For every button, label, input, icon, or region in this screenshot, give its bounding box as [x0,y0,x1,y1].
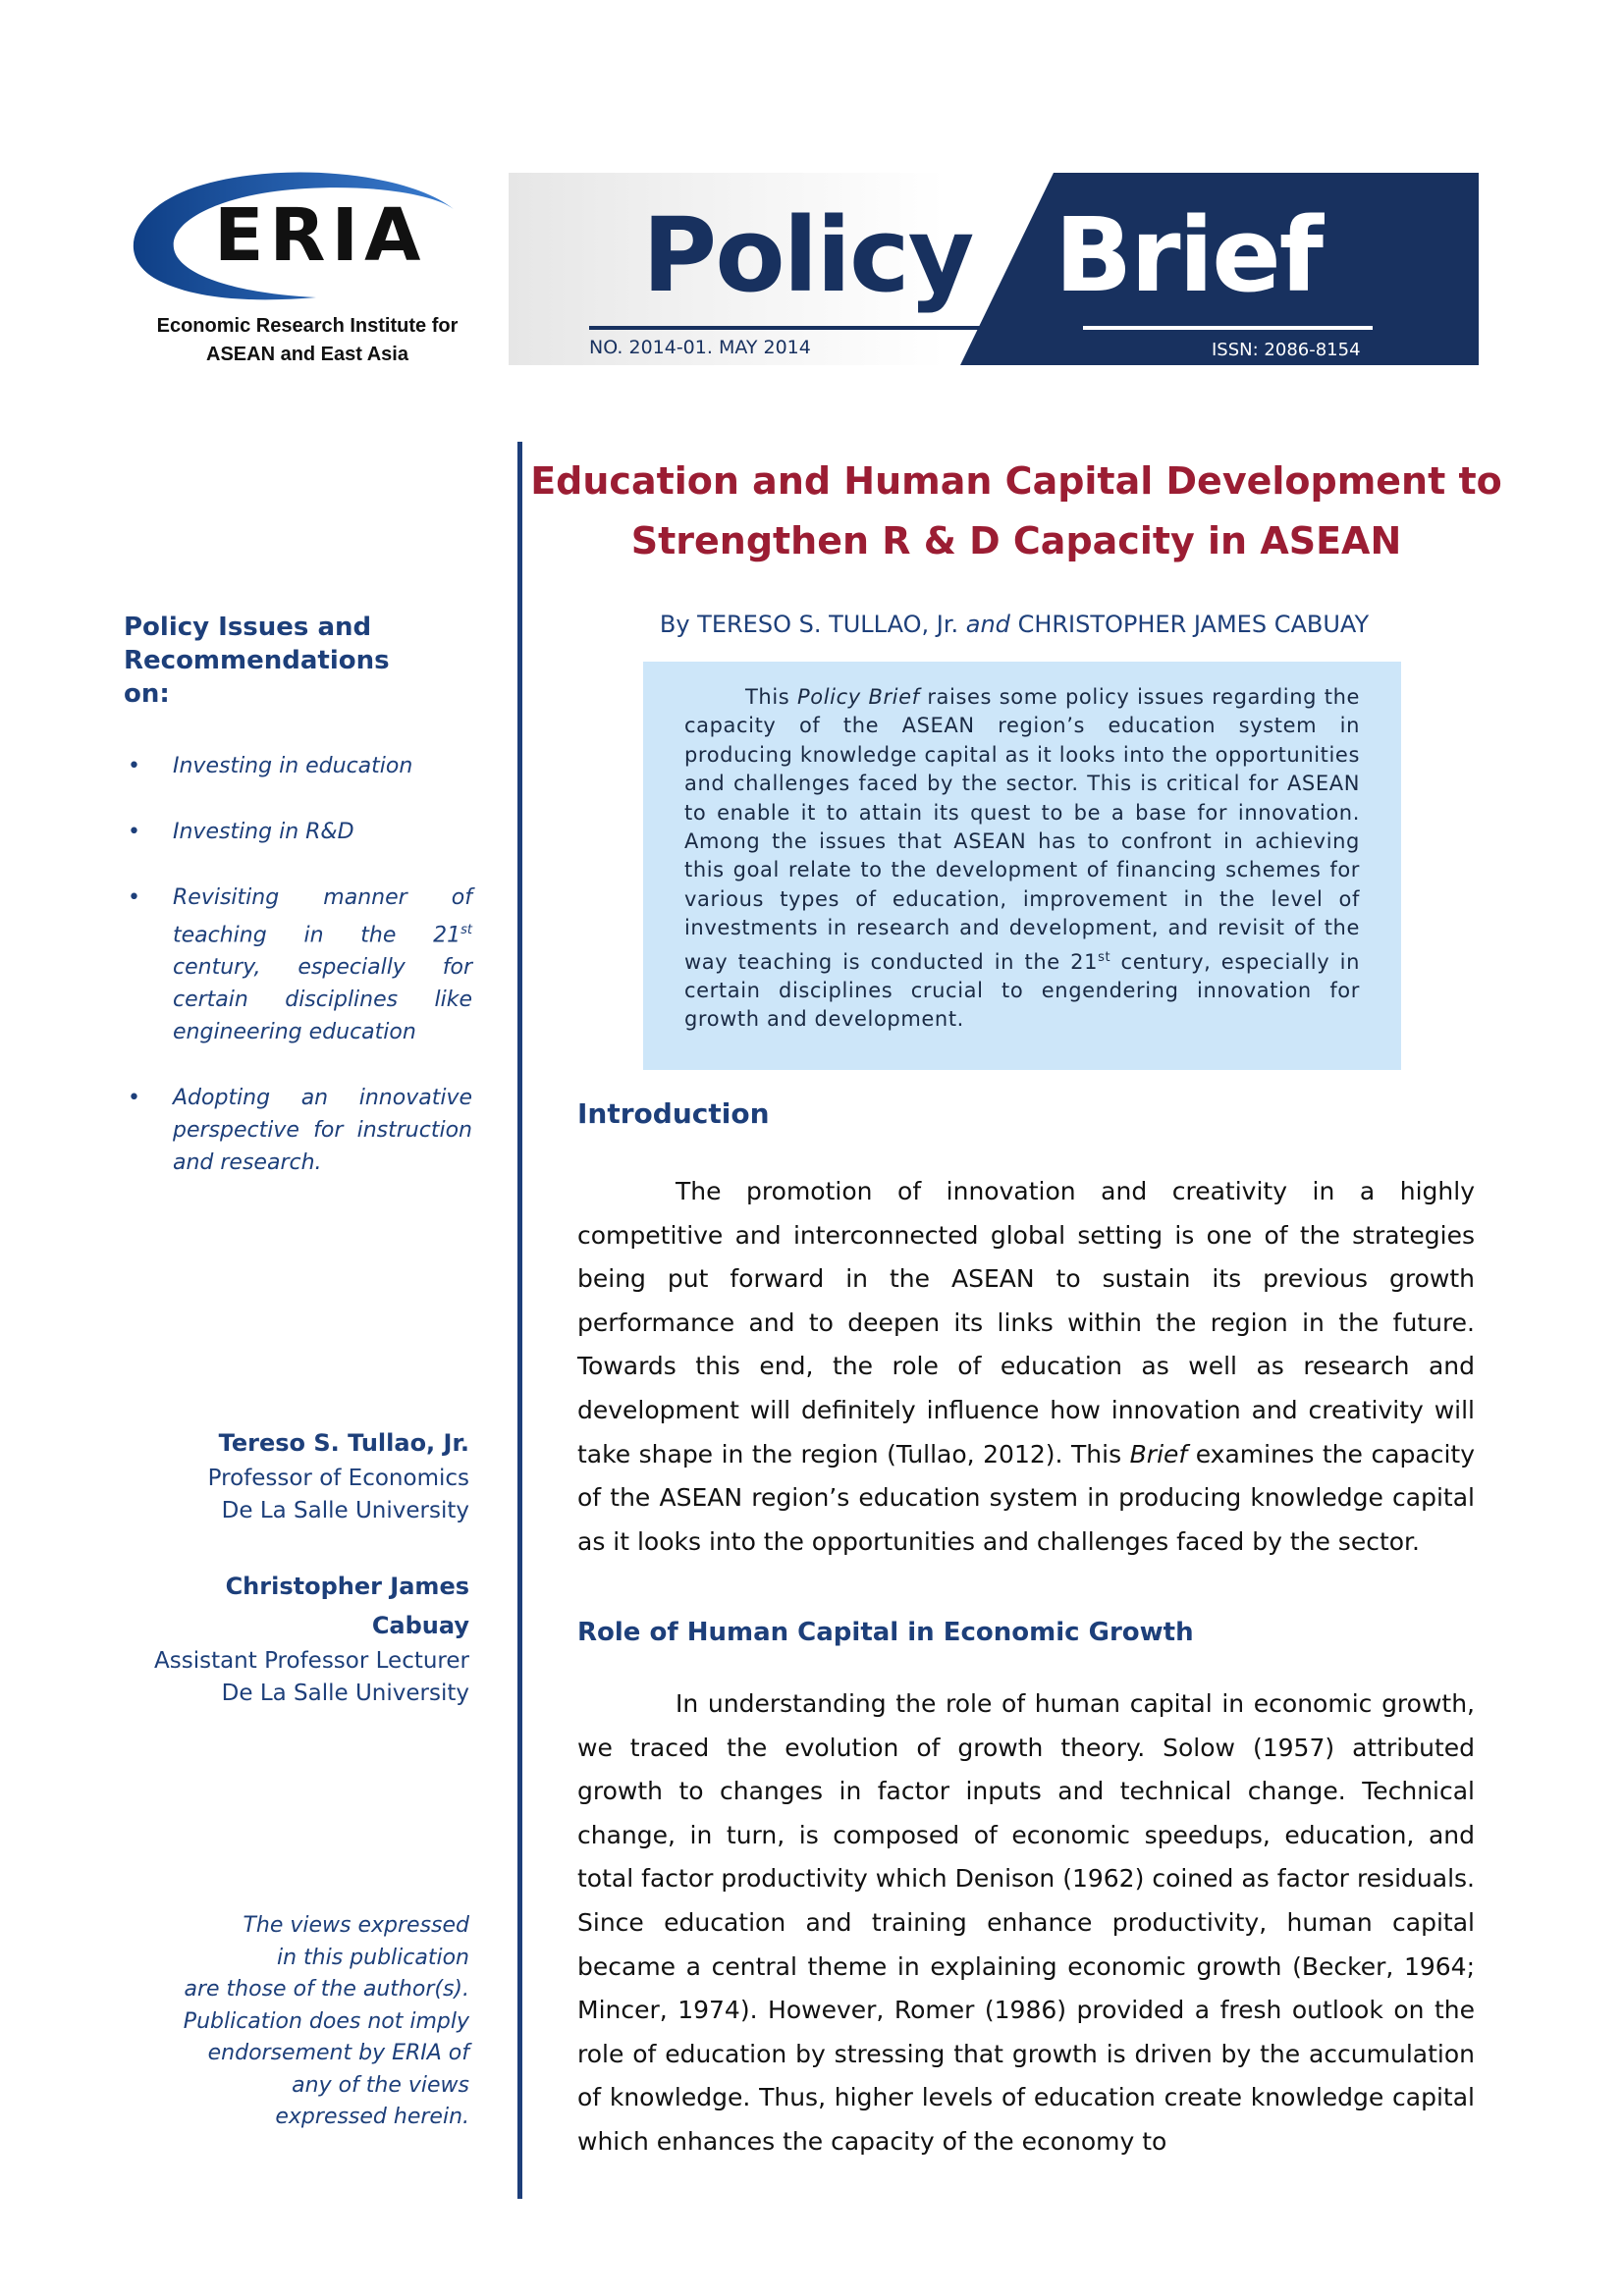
list-item: • Investing in education [124,750,472,782]
title-line1: Education and Human Capital Development to [530,459,1502,503]
section-heading-human-capital: Role of Human Capital in Economic Growth [577,1618,1194,1647]
bullet-icon: • [128,1086,140,1111]
section-heading-introduction: Introduction [577,1097,770,1130]
author-title: Assistant Professor Lecturer [154,1648,469,1674]
list-item: • Revisiting manner of teaching in the 21st century, especially for certain disciplines like engineering education [124,881,472,1048]
recommendations-list [124,750,472,1212]
issn: ISSN: 2086-8154 [1212,340,1361,360]
author-affiliation: De La Salle University [221,1498,469,1523]
sidebar-heading-line2: Recommendations [124,646,390,675]
logo-subtitle-line1: Economic Research Institute for [156,315,459,337]
document-title [530,452,1502,571]
author-tullao [124,1423,469,1527]
author-name-line2: Cabuay [371,1612,469,1639]
issue-number: NO. 2014-01. MAY 2014 [589,337,811,358]
abstract-text: This Policy Brief raises some policy issues regarding the capacity of the ASEAN region’s education system in producing knowledge capital as it looks into the opportunities and challenges faced by the sector. This is critical for ASEAN to enable it to attain its quest to be a base for innovation. Among the issues that ASEAN has to confront in achieving this goal relate to the development of financing schemes for various types of education, improvement in the level of investments in research and development, and revisit of the way teaching is conducted in the 21st century, especially in certain disciplines crucial to engendering innovation for growth and development. [684,685,1360,1032]
intro-paragraph: The promotion of innovation and creativity in a highly competitive and interconnected global setting is one of the strategies being put forward in the ASEAN to sustain its previous growth performance and to deepen its links within the region in the future. Towards this end, the role of education as well as research and development will definitely influence how innovation and creativity will take shape in the region (Tullao, 2012). This Brief examines the capacity of the ASEAN region’s education system in producing knowledge capital as it looks into the opportunities and challenges faced by the sector. [577,1177,1475,1556]
banner-word-policy: Policy [642,195,973,315]
list-item: • Adopting an innovative perspective for instruction and research. [124,1082,472,1179]
human-capital-paragraph: In understanding the role of human capital in economic growth, we traced the evolution of growth theory. Solow (1957) attributed growth to changes in factor inputs and technical change. Technical change, in turn, is composed of economic speedups, education, and total factor productivity which Denison (1962) coined as factor residuals. Since education and training enhance productivity, human capital became a central theme in explaining economic growth (Becker, 1964; Mincer, 1974). However, Romer (1986) provided a fresh outlook on the role of education by stressing that growth is driven by the accumulation of knowledge. Thus, higher levels of education create knowledge capital which enhances the capacity of the economy to [577,1689,1475,2156]
bullet-icon: • [128,820,140,844]
column-divider [517,442,522,2199]
logo-subtitle-line2: ASEAN and East Asia [206,344,408,365]
byline-conjunction: and [965,611,1010,638]
sidebar-heading [124,611,399,711]
list-item: • Investing in R&D [124,816,472,848]
title-line2: Strengthen R & D Capacity in ASEAN [630,519,1402,562]
banner-word-brief: Brief [1055,195,1322,315]
bullet-icon: • [128,885,140,910]
sidebar-heading-line3: on: [124,679,170,709]
logo-wordmark: ERIA [214,193,427,278]
abstract-box [643,662,1401,1070]
disclaimer: The views expressed in this publication are those of the author(s). Publication does not imply endorsement by ERIA of any of the views expressed herein. [183,1913,469,2129]
byline [550,611,1479,638]
author-affiliation: De La Salle University [221,1681,469,1706]
byline-author1: By TERESO S. TULLAO, Jr. [659,611,959,638]
author-name-line1: Christopher James [225,1573,469,1600]
logo-subtitle [116,312,499,369]
author-name: Tereso S. Tullao, Jr. [218,1429,469,1457]
bullet-icon: • [128,754,140,778]
eria-logo [120,165,493,312]
author-title: Professor of Economics [207,1466,469,1491]
policy-brief-banner [509,173,1479,365]
sidebar-heading-line1: Policy Issues and [124,613,372,642]
byline-author2: CHRISTOPHER JAMES CABUAY [1017,611,1370,638]
author-cabuay [124,1567,469,1710]
